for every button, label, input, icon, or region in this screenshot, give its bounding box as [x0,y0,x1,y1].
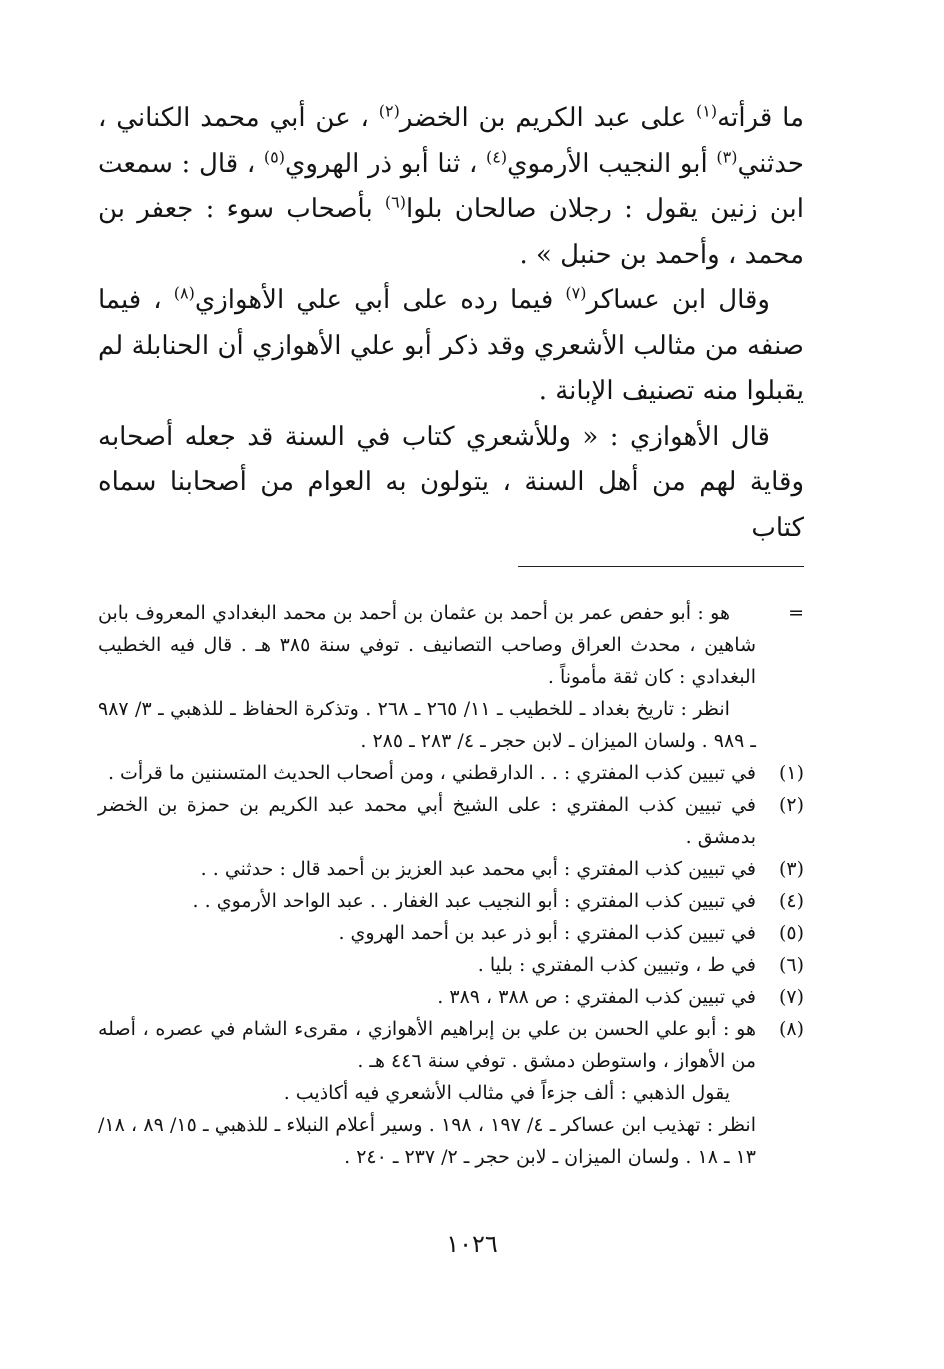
footnote-5 [98,917,804,949]
footnote-text: في تبيين كذب المفتري : ص ٣٨٨ ، ٣٨٩ . [437,986,756,1008]
footnote-separator [518,566,804,567]
footnote-ref-4[interactable]: (٤) [486,146,508,166]
footnote-text: في تبيين كذب المفتري : على الشيخ أبي محمد عبد الكريم بن حمزة بن الخضر بدمشق . [98,794,756,848]
main-text [98,96,804,551]
footnote-number: (٣) [778,858,804,880]
footnote-ref-5[interactable]: (٥) [263,146,285,166]
footnote-number: (٢) [778,794,804,816]
footnote-number: (٥) [778,922,804,944]
footnote-ref-7[interactable]: (٧) [565,283,587,303]
footnote-text: في ط ، وتبيين كذب المفتري : بليا . [477,954,756,976]
footnote-6 [98,949,804,981]
footnote-number: (٤) [778,890,804,912]
footnote-8 [98,1013,804,1173]
paragraph-1: ما قرأته$^{(١)}$ على عبد الكريم بن الخضر$^{(٢)}$ ، عن أبي محمد الكناني ، حدثني$^{(٣)}$ أبو النجيب الأرموي$^{(٤)}$ ، ثنا أبو ذر الهروي$^{(٥)}$ ، قال : سمعت ابن زنين يقول : رجلان صالحان بلوا$^{(٦)}$ بأصحاب سوء : جعفر بن محمد ، وأحمد بن حنبل » . [98,101,804,270]
footnote-text: في تبيين كذب المفتري : . . الدارقطني ، ومن أصحاب الحديث المتسننين ما قرأت . [107,762,756,784]
footnote-text: في تبيين كذب المفتري : أبو ذر عبد بن أحمد الهروي . [338,922,756,944]
footnote-continued [98,597,804,757]
paragraph-3: قال الأهوازي : « وللأشعري كتاب في السنة قد جعله أصحابه وقاية لهم من أهل السنة ، يتولون به العوام من أصحابنا سماه كتاب [98,421,804,543]
footnote-ref-3[interactable]: (٣) [716,146,738,166]
footnote-number: (٧) [778,986,804,1008]
footnote-number: (٦) [778,954,804,976]
footnotes [98,597,804,1173]
footnote-text: في تبيين كذب المفتري : أبي محمد عبد العزيز بن أحمد قال : حدثني . . [200,858,756,880]
footnote-number: (١) [778,762,804,784]
footnote-2 [98,789,804,853]
page-content [98,96,804,1173]
footnote-ref-1[interactable]: (١) [696,101,718,121]
footnote-text: هو : أبو علي الحسن بن علي بن إبراهيم الأهوازي ، مقرىء الشام في عصره ، أصله من الأهواز ، واستوطن دمشق . توفي سنة ٤٤٦ هـ . يقول الذهبي : ألف جزءاً في مثالب الأشعري فيه أكاذيب . انظر : تهذيب ابن عساكر ـ ٤/ ١٩٧ ، ١٩٨ . وسير أعلام النبلاء ـ للذهبي ـ ١٥/ ٨٩ ، ١٨/ ١٣ ـ ١٨ . ولسان الميزان ـ لابن حجر ـ ٢/ ٢٣٧ ـ ٢٤٠ . [98,1018,756,1168]
footnote-ref-6[interactable]: (٦) [384,192,407,212]
footnote-text: في تبيين كذب المفتري : أبو النجيب عبد الغفار . . عبد الواحد الأرموي . . [192,890,756,912]
page-number: ١٠٢٦ [446,1230,498,1258]
footnote-ref-2[interactable]: (٢) [378,101,400,121]
footnote-number: (٨) [778,1018,804,1040]
footnote-ref-8[interactable]: (٨) [173,283,195,303]
footnote-text: هو : أبو حفص عمر بن أحمد بن عثمان بن أحمد بن محمد البغدادي المعروف بابن شاهين ، محدث العراق وصاحب التصانيف . توفي سنة ٣٨٥ هـ . قال فيه الخطيب البغدادي : كان ثقة مأموناً . انظر : تاريخ بغداد ـ للخطيب ـ ١١/ ٢٦٥ ـ ٢٦٨ . وتذكرة الحفاظ ـ للذهبي ـ ٣/ ٩٨٧ ـ ٩٨٩ . ولسان الميزان ـ لابن حجر ـ ٤/ ٢٨٣ ـ ٢٨٥ . [98,602,756,752]
footnote-1 [98,757,804,789]
footnote-7 [98,981,804,1013]
footnote-4 [98,885,804,917]
footnote-3 [98,853,804,885]
paragraph-2: وقال ابن عساكر$^{(٧)}$ فيما رده على أبي علي الأهوازي$^{(٨)}$ ، فيما صنفه من مثالب الأشعري وقد ذكر أبو علي الأهوازي أن الحنابلة لم يقبلوا منه تصنيف الإبانة . [98,283,804,406]
footnote-number: = [788,602,804,624]
